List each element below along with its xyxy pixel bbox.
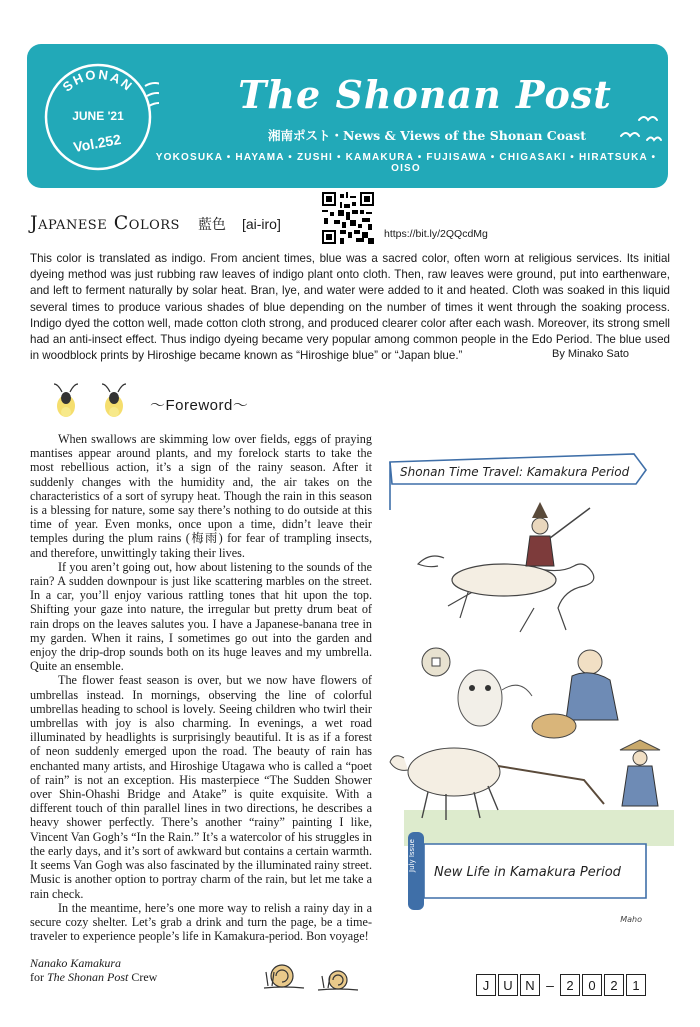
date-box: 2 [604,974,624,996]
scroll-tag: July Issue [408,839,416,872]
colors-article-body: This color is translated as indigo. From ancient times, blue was a sacred color, often worn at religious services. Its initial dyeing method was just rubbing raw leaves of indigo plant onto cloth. Then, raw leaves were ground, put into earthenware, and left to ferment naturally by solar heat. Bran, lye, and water were added to it and heated. Cloth was soaked in this liquid several times to produce various shades of blue depending on the number of times it went through the soaking process. Indigo dyed the cotton well, made cotton cloth strong, and produced clearer color after each wash. Moreover, its strong smell had an anti-insect effect. Thus indigo dyeing became very popular among common people in the Edo Period. The blue used in woodblock prints by Hiroshige became known as “Hiroshige blue” or “Japan blue.” [30,252,670,363]
date-box: 0 [582,974,602,996]
foreword-paragraph: When swallows are skimming low over fields, eggs of praying mantises appear around plants, and my forelock starts to take the most rebellious action, it’s a sign of the rainy season. After it suddenly changes with the humidity and, the air takes on the characteristics of a sort of syrupy heat. Though the rain in this season is a blessing for nature, some say there’s nothing to do outside at this time of year. Even monks, once upon a time, didn’t leave their temples during the plum rains (梅雨) for fear of trampling insects, and therefore, unwittingly taking their lives. [30,432,372,560]
signature-publication: The Shonan Post [47,970,129,984]
color-reading: [ai-iro] [241,216,281,232]
stamp-top-text: SHONAN [59,66,137,95]
date-box: U [498,974,518,996]
date-box: J [476,974,496,996]
foreword-paragraph: If you aren’t going out, how about listening to the sounds of the rain? A sudden downpour is just like scattering marbles on the street. In a car, you’ll enjoy various rattling tones that hit upon the top. Shifting your gaze into nature, the irregular but pretty drum beat of rain drops on the leaves salutes you. I have a Japanese-banana tree in my garden. When it rains, I sometimes go out into the garden and enjoy the drip-drop sounds both on its huge leaves and my umbrella. Quite an ensemble. [30,559,372,674]
kamakura-illustration [384,440,674,940]
stamp-issue-date: JUNE '21 [72,109,124,123]
masthead [27,44,668,188]
foreword-paragraph: The flower feast season is over, but we now have flowers of umbrellas instead. In mornings, observing the line of colorful umbrellas heading to school is lovely. Seeing children who twirl their umbrellas with joy is also charming. In evenings, a wet road illuminated by headlights is surprisingly beautiful. It is as if a forest of neon suddenly emerged upon the road. The beauty of rain has enchanted many artists, and Hiroshige Utagawa who is called a “poet of rain” is not an exception. His masterpiece “The Sudden Shower over Shin-Ohashi Bridge and Atake” is quite exquisite. With a different touch of thin parallel lines in two directions, he describes a heavy shower perfectly. There’s another “rainy” painting I like, Vincent Van Gogh’s “In the Rain.” It’s a watercolor of his struggles in the early days, and it’s sort of awkward but contains a certain warmth. It seems Van Gogh was also fascinated by the illuminated rainy street. Music is another option to portray charm of the rain, but let me take a rain check. [30,673,372,901]
date-box: 1 [626,974,646,996]
coastal-towns-list: YOKOSUKA • HAYAMA • ZUSHI • KAMAKURA • FUJISAWA • CHIGASAKI • HIRATSUKA • OISO [155,152,657,174]
date-separator: – [546,977,554,993]
section-title: Japanese Colors [30,212,180,234]
date-box: 2 [560,974,580,996]
seagulls-icon [617,106,667,146]
fireflies-icon [48,378,148,424]
qr-code-icon[interactable] [322,192,374,244]
artist-signature: Maho [620,915,642,924]
newspaper-title: The Shonan Post [238,72,612,117]
colors-byline: By Minako Sato [552,348,630,360]
japanese-colors-heading [30,212,281,238]
stamp-volume: Vol.252 [72,131,123,156]
newspaper-subtitle: 湘南ポスト・News & Views of the Shonan Coast [267,128,586,143]
snails-icon [258,958,368,994]
signature-name: Nanako Kamakura [30,956,121,970]
date-box: N [520,974,540,996]
foreword-title: 〜Foreword〜 [150,397,249,414]
foreword-signature [30,956,157,984]
foreword-paragraph: In the meantime, here’s one more way to relish a rainy day in a secure cozy shelter. Let’s grab a drink and turn the page, be a time-traveler to experience people’s life in Kamakura-period. Bon voyage! [30,900,372,944]
signature-suffix: Crew [128,970,158,984]
signature-prefix: for [30,970,47,984]
svg-text:SHONAN [60,67,137,95]
color-kanji: 藍色 [197,216,226,232]
bottom-banner-text: New Life in Kamakura Period [434,865,621,880]
issue-date-boxes [476,974,648,996]
postmark-stamp-icon [37,56,159,178]
foreword-article [30,432,372,943]
top-banner-text: Shonan Time Travel: Kamakura Period [400,465,630,479]
qr-link[interactable]: https://bit.ly/2QQcdMg [384,228,488,240]
